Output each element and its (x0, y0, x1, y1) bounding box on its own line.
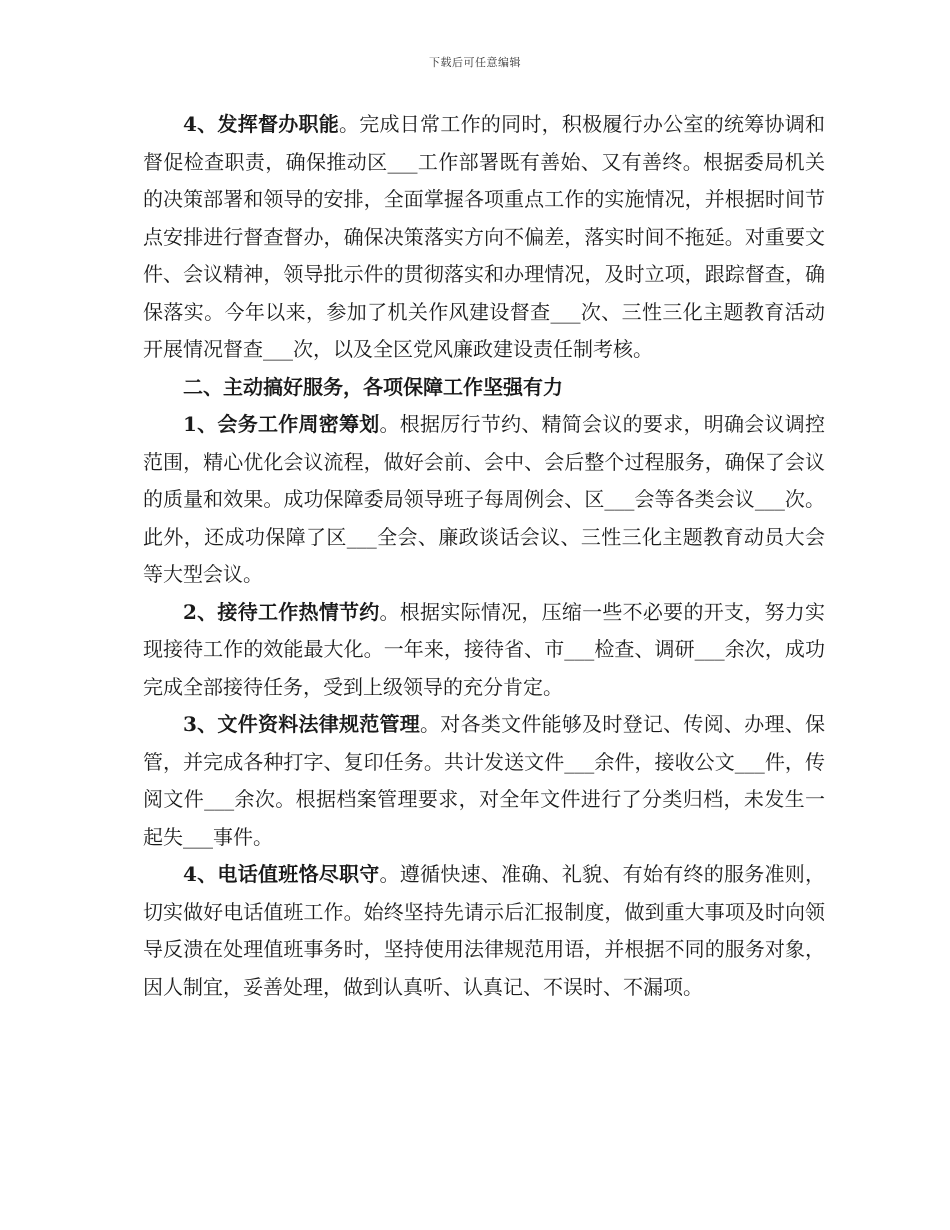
paragraph-documents (143, 706, 825, 856)
paragraph-reception (143, 594, 825, 707)
paragraph-supervision (143, 106, 825, 369)
paragraph-text: 。根据厉行节约、精简会议的要求，明确会议调控范围，精心优化会议流程，做好会前、会中、会后整个过程服务，确保了会议的质量和效果。成功保障委局领导班子每周例会、区___会等各类会议___次。此外，还成功保障了区___全会、廉政谈话会议、三性三化主题教育动员大会等大型会议。 (143, 412, 826, 586)
paragraph-heading: 1、会务工作周密筹划 (183, 412, 380, 436)
paragraph-heading: 2、接待工作热情节约 (183, 599, 380, 624)
document-body (143, 106, 825, 1006)
paragraph-text: 。对各类文件能够及时登记、传阅、办理、保管，并完成各种打字、复印任务。共计发送文件___余件，接收公文___件，传阅文件___余次。根据档案管理要求，对全年文件进行了分类归档，未发生一起失___事件。 (143, 712, 825, 849)
paragraph-phone-duty (143, 856, 825, 1006)
section-title: 二、主动搞好服务，各项保障工作坚强有力 (183, 374, 563, 399)
paragraph-heading: 4、电话值班恪尽职守 (183, 862, 380, 886)
paragraph-meetings (143, 406, 825, 594)
paragraph-text: 。完成日常工作的同时，积极履行办公室的统筹协调和督促检查职责，确保推动区___工作部署既有善始、又有善终。根据委局机关的决策部署和领导的安排，全面掌握各项重点工作的实施情况，并根据时间节点安排进行督查督办，确保决策落实方向不偏差，落实时间不拖延。对重要文件、会议精神，领导批示件的贯彻落实和办理情况，及时立项，跟踪督查，确保落实。今年以来，参加了机关作风建设督查___次、三性三化主题教育活动开展情况督查___次，以及全区党风廉政建设责任制考核。 (143, 112, 826, 361)
paragraph-text: 。根据实际情况，压缩一些不必要的开支，努力实现接待工作的效能最大化。一年来，接待省、市___检查、调研___余次，成功完成全部接待任务，受到上级领导的充分肯定。 (143, 599, 826, 699)
paragraph-heading: 4、发挥督办职能 (183, 112, 340, 136)
paragraph-text: 。遵循快速、准确、礼貌、有始有终的服务准则，切实做好电话值班工作。始终坚持先请示后汇报制度，做到重大事项及时向领导反溃在处理值班事务时，坚持使用法律规范用语，并根据不同的服务对象，因人制宜，妥善处理，做到认真听、认真记、不误时、不漏项。 (143, 862, 826, 999)
page-header: 下载后可任意编辑 (429, 56, 521, 69)
paragraph-heading: 3、文件资料法律规范管理 (183, 712, 421, 736)
